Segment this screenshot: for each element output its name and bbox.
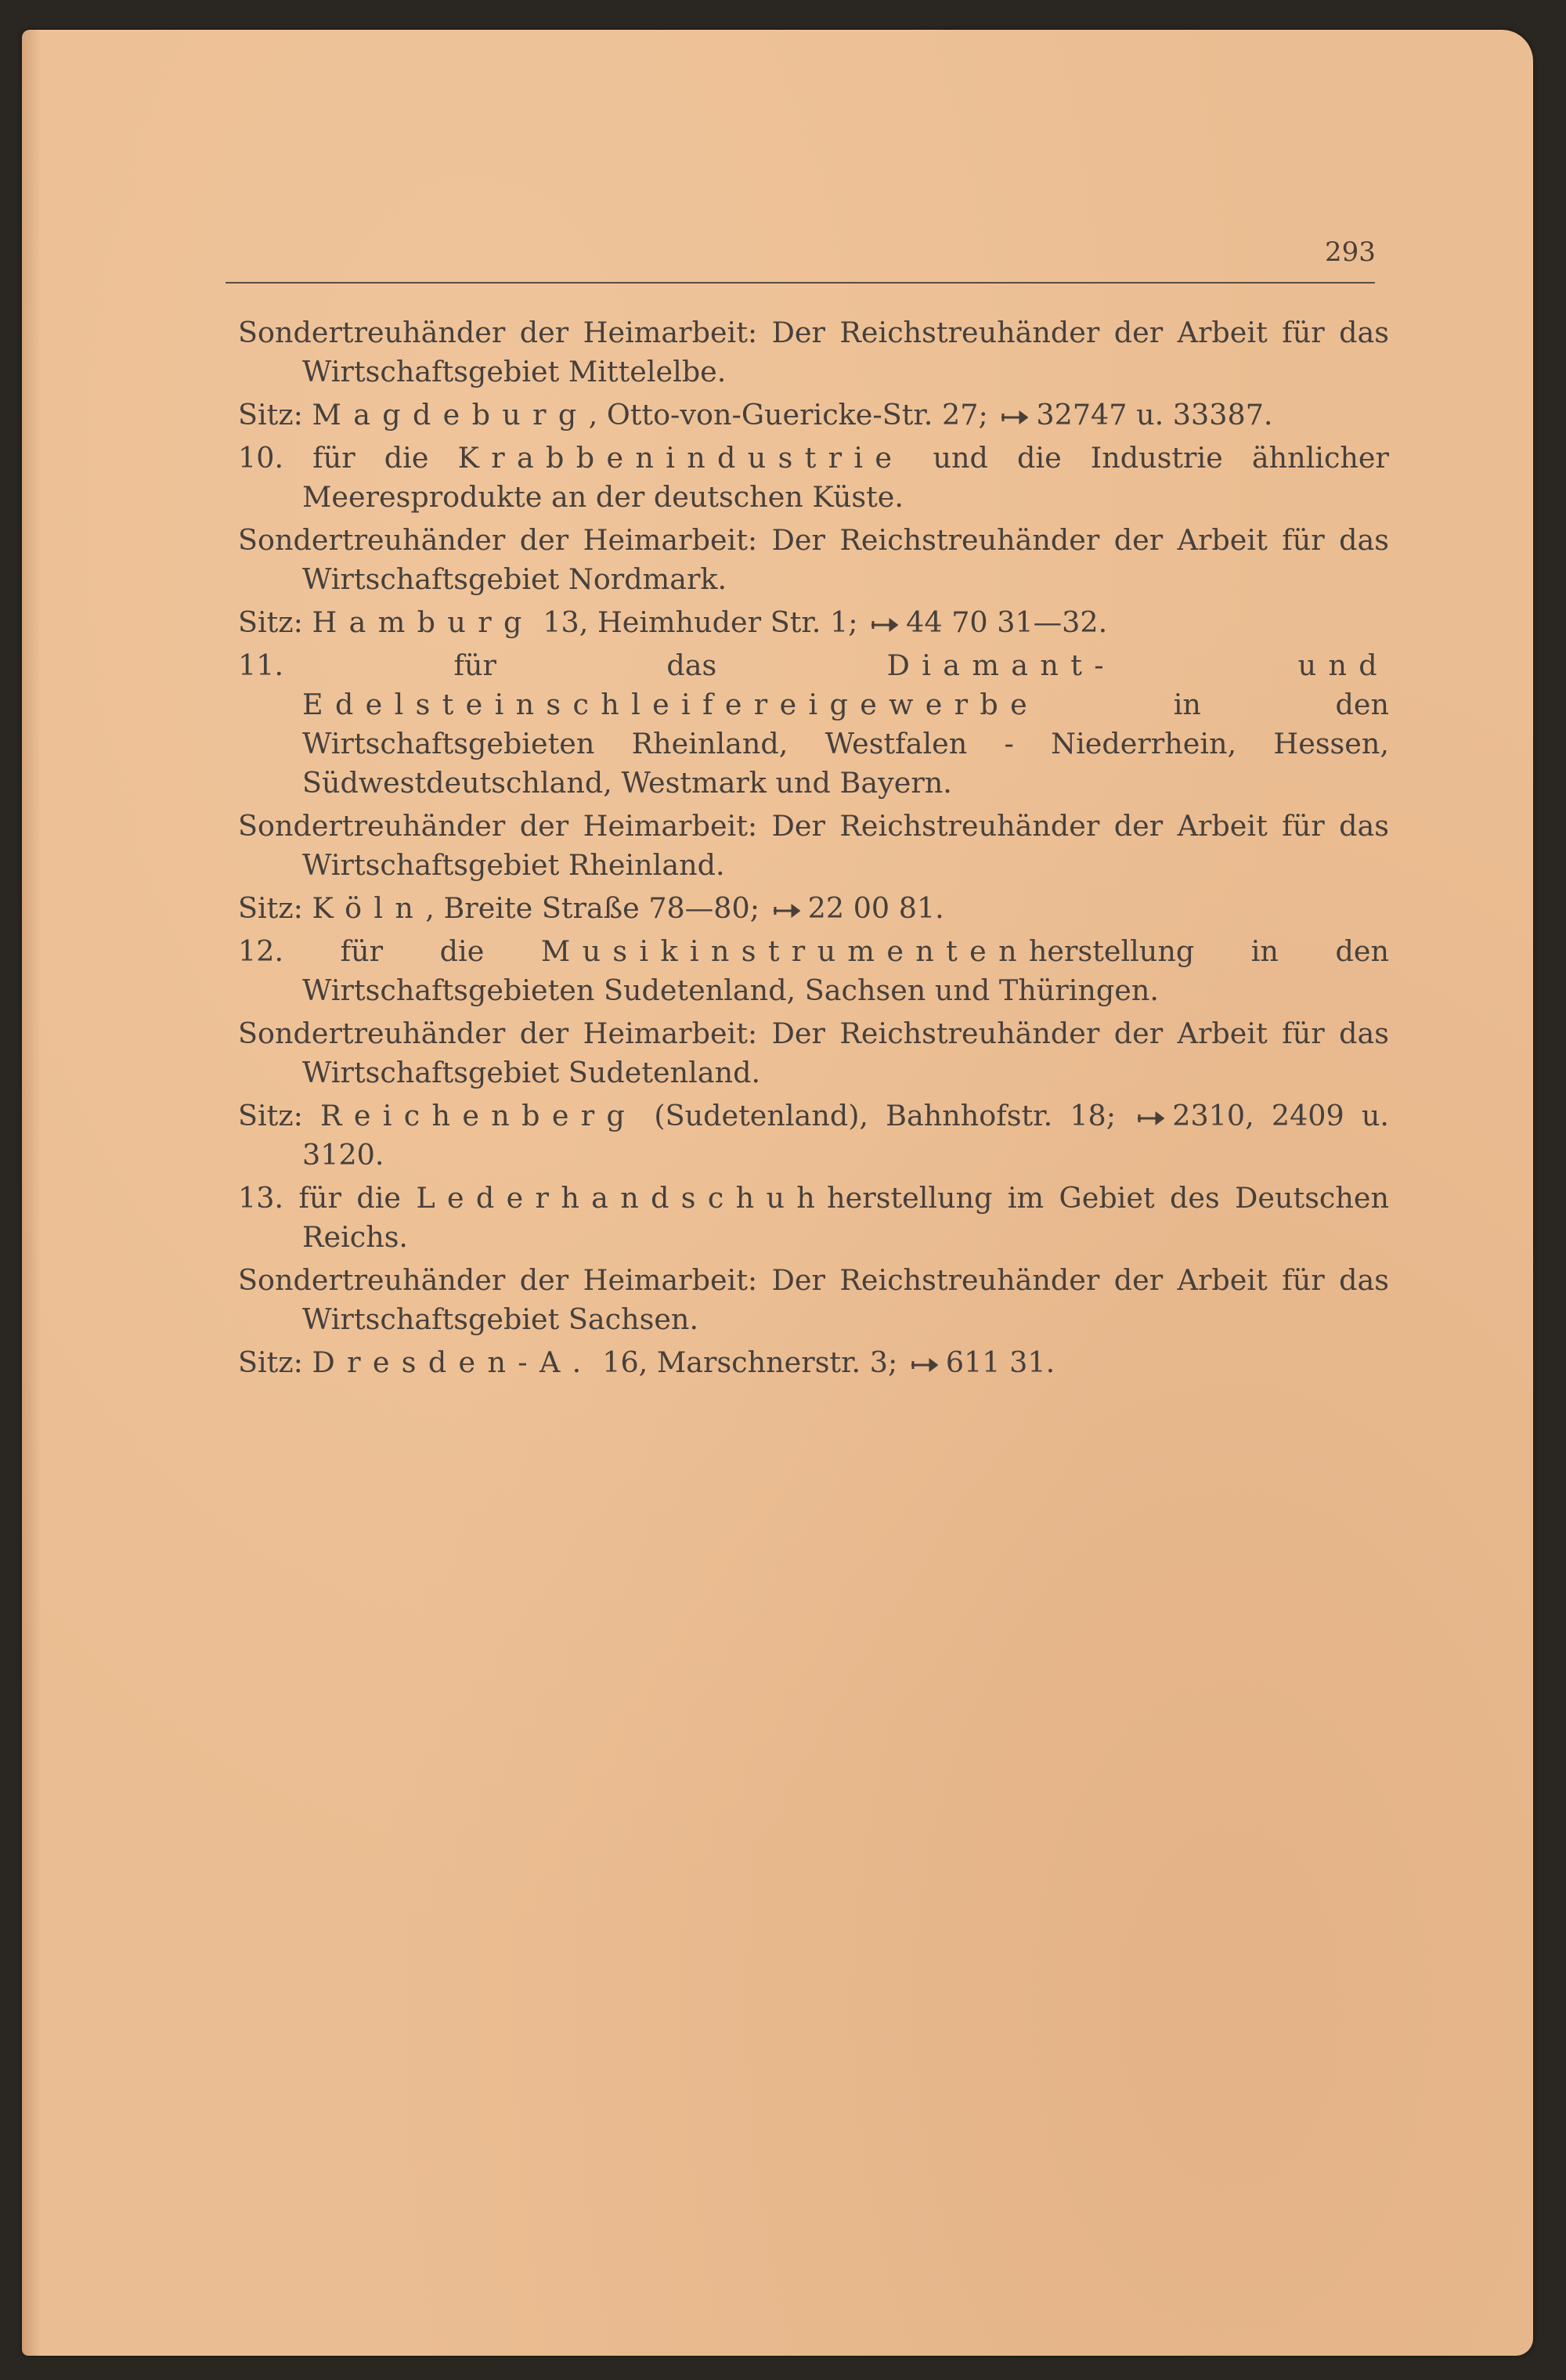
spaced-trade: Diamant- und Edelsteinschleifereigewerbe xyxy=(302,648,1389,721)
telephone-icon xyxy=(1136,1111,1164,1126)
trustee-paragraph: Sondertreuhänder der Heimarbeit: Der Reichstreuhänder der Arbeit für das Wirtschaftsgebiet Nordmark. xyxy=(238,523,1389,596)
spaced-trade: Lederhandschuh xyxy=(416,1181,828,1215)
telephone-icon xyxy=(910,1357,938,1373)
city-name: Dresden-A. xyxy=(312,1345,594,1379)
seat-line: Sitz: Magdeburg, Otto-von-Guericke-Str. 27; 32747 u. 33387. xyxy=(238,398,1273,432)
header-rule xyxy=(226,282,1375,284)
spaced-trade: Krabbenindustrie xyxy=(457,441,904,475)
seat-line: Sitz: Reichenberg (Sudetenland), Bahnhofstr. 18; 2310, 2409 u. 3120. xyxy=(238,1099,1389,1172)
seat-line: Sitz: Dresden-A. 16, Marschnerstr. 3; 611 31. xyxy=(238,1345,1055,1379)
trustee-paragraph: Sondertreuhänder der Heimarbeit: Der Reichstreuhänder der Arbeit für das Wirtschaftsgebiet Mittelelbe. xyxy=(238,316,1389,388)
list-item: 13. für die Lederhandschuhherstellung im Gebiet des Deutschen Reichs. xyxy=(238,1181,1389,1254)
seat-line: Sitz: Hamburg 13, Heimhuder Str. 1; 44 70 31—32. xyxy=(238,605,1108,639)
city-name: Magdeburg xyxy=(312,398,589,432)
city-name: Reichenberg xyxy=(320,1099,637,1132)
telephone-icon xyxy=(1000,410,1028,425)
telephone-icon xyxy=(870,617,898,633)
trustee-paragraph: Sondertreuhänder der Heimarbeit: Der Reichstreuhänder der Arbeit für das Wirtschaftsgebiet Rheinland. xyxy=(238,809,1389,882)
telephone-icon xyxy=(772,903,800,919)
city-name: Köln xyxy=(312,891,426,925)
spaced-trade: Musikinstrumenten xyxy=(540,934,1029,968)
list-item: 11. für das Diamant- und Edelsteinschleifereigewerbe in den Wirtschaftsgebieten Rheinland, Westfalen - Niederrhein, Hessen, Südwestdeutschland, Westmark und Bayern. xyxy=(238,648,1389,800)
list-item: 10. für die Krabbenindustrie und die Industrie ähnlicher Meeresprodukte an der deutschen Küste. xyxy=(238,441,1389,514)
body-text xyxy=(238,313,1389,1386)
trustee-paragraph: Sondertreuhänder der Heimarbeit: Der Reichstreuhänder der Arbeit für das Wirtschaftsgebiet Sudetenland. xyxy=(238,1017,1389,1089)
city-name: Hamburg xyxy=(312,605,534,639)
paper-page xyxy=(22,30,1533,2356)
page-number: 293 xyxy=(1325,237,1376,268)
trustee-paragraph: Sondertreuhänder der Heimarbeit: Der Reichstreuhänder der Arbeit für das Wirtschaftsgebiet Sachsen. xyxy=(238,1263,1389,1336)
list-item: 12. für die Musikinstrumentenherstellung in den Wirtschaftsgebieten Sudetenland, Sachsen und Thüringen. xyxy=(238,934,1389,1007)
seat-line: Sitz: Köln, Breite Straße 78—80; 22 00 81. xyxy=(238,891,944,925)
